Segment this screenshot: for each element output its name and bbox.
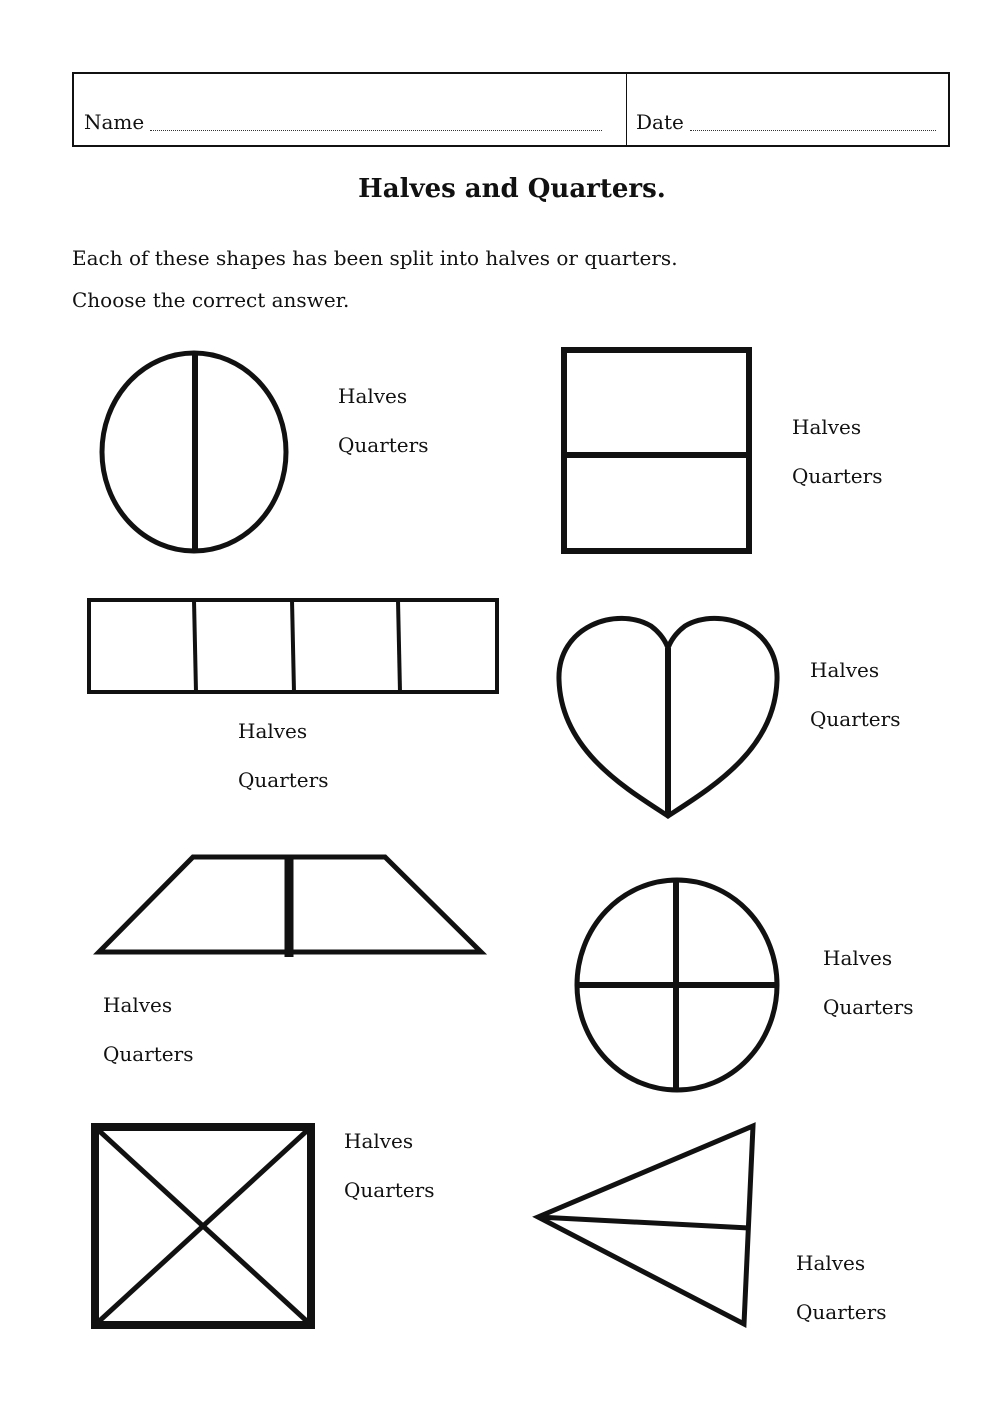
rectangle-halves-icon <box>561 347 753 555</box>
circle-quarters-icon <box>573 876 781 1094</box>
page-title: Halves and Quarters. <box>358 174 666 204</box>
q5-halves-option[interactable]: Halves <box>103 993 173 1017</box>
header-divider <box>626 74 627 145</box>
q2-halves-option[interactable]: Halves <box>792 415 862 439</box>
q7-quarters-option[interactable]: Quarters <box>344 1178 435 1202</box>
q1-quarters-option[interactable]: Quarters <box>338 433 429 457</box>
q4-quarters-option[interactable]: Quarters <box>810 707 901 731</box>
name-date-box <box>72 72 950 147</box>
date-answer-line[interactable] <box>690 130 936 131</box>
triangle-split-icon <box>532 1122 758 1330</box>
q1-halves-option[interactable]: Halves <box>338 384 408 408</box>
q5-quarters-option[interactable]: Quarters <box>103 1042 194 1066</box>
square-quarters-icon <box>91 1123 315 1329</box>
q6-halves-option[interactable]: Halves <box>823 946 893 970</box>
q4-halves-option[interactable]: Halves <box>810 658 880 682</box>
strip-quarters-icon <box>86 597 500 695</box>
date-label: Date <box>636 110 684 134</box>
q8-quarters-option[interactable]: Quarters <box>796 1300 887 1324</box>
name-label: Name <box>84 110 145 134</box>
instruction-line-1: Each of these shapes has been split into halves or quarters. <box>72 246 678 270</box>
q6-quarters-option[interactable]: Quarters <box>823 995 914 1019</box>
trapezium-halves-icon <box>95 854 487 960</box>
circle-halves-icon <box>100 351 290 553</box>
q7-halves-option[interactable]: Halves <box>344 1129 414 1153</box>
q2-quarters-option[interactable]: Quarters <box>792 464 883 488</box>
q8-halves-option[interactable]: Halves <box>796 1251 866 1275</box>
q3-quarters-option[interactable]: Quarters <box>238 768 329 792</box>
heart-halves-icon <box>555 610 783 822</box>
instruction-line-2: Choose the correct answer. <box>72 288 350 312</box>
q3-halves-option[interactable]: Halves <box>238 719 308 743</box>
name-answer-line[interactable] <box>150 130 602 131</box>
